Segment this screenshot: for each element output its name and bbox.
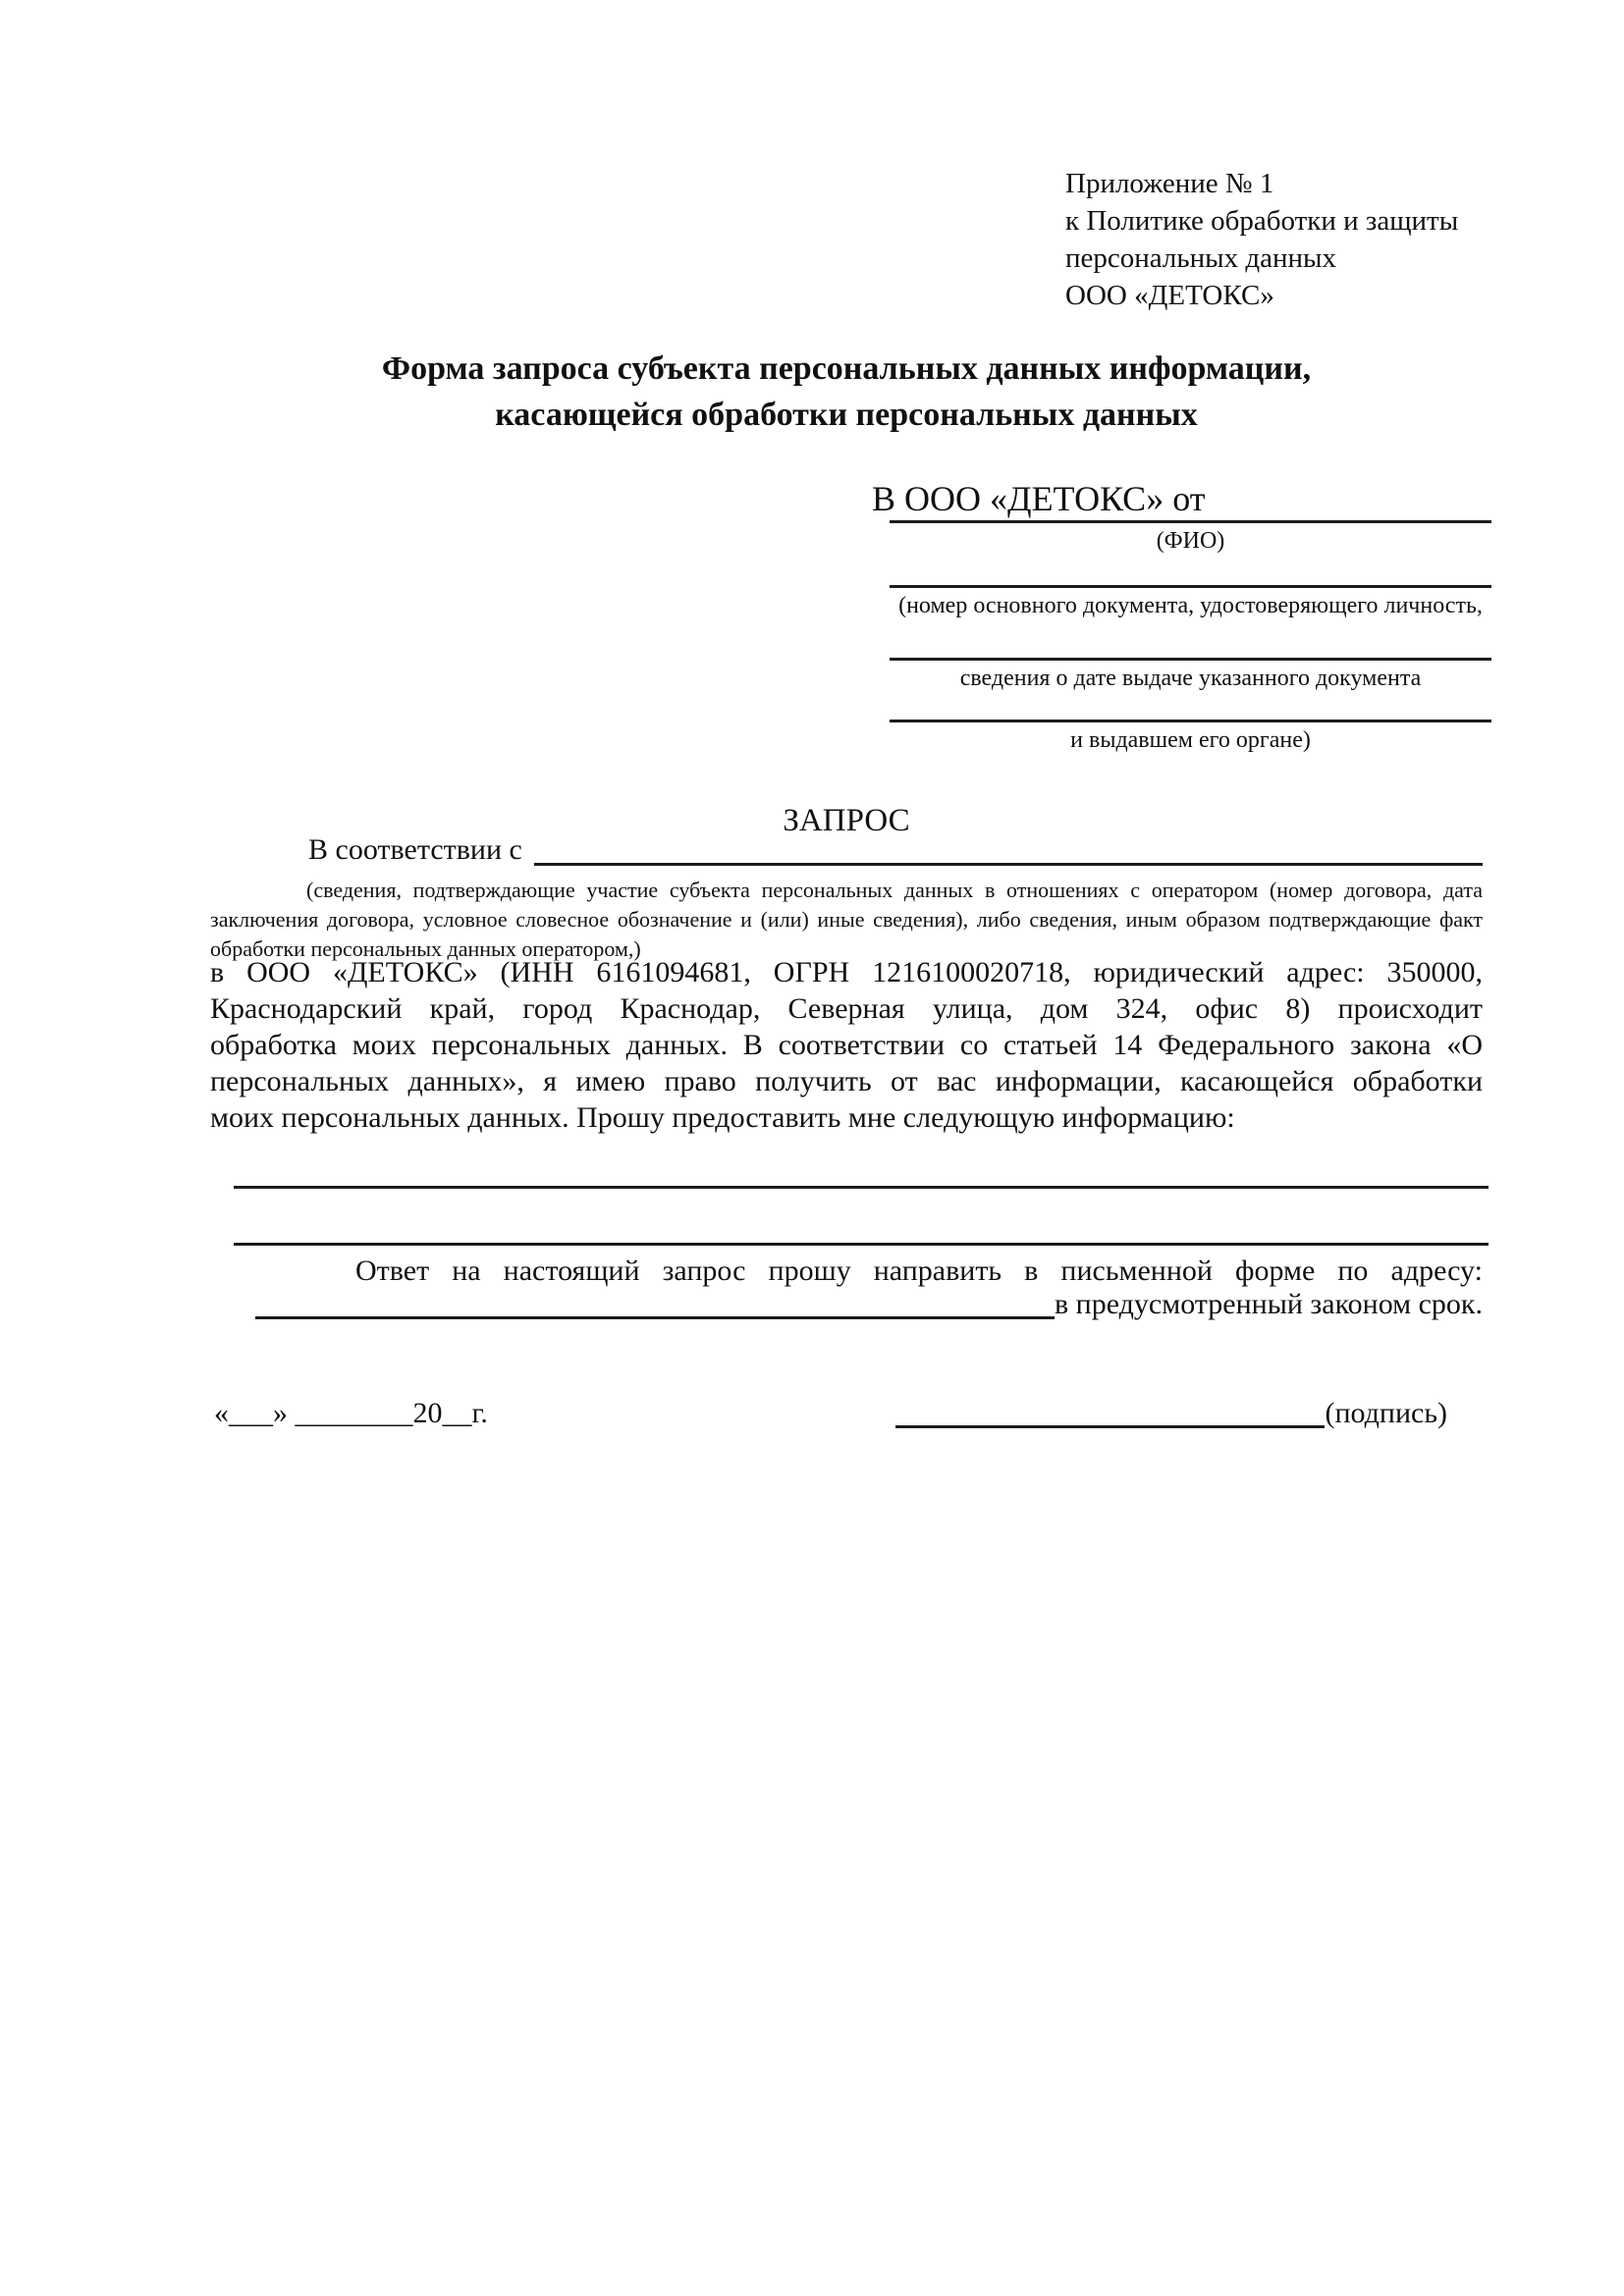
accordance-label: В соответствии с xyxy=(308,833,522,866)
info-blank-line-1 xyxy=(234,1186,1489,1189)
fio-blank-line xyxy=(890,520,1491,523)
document-number-caption: (номер основного документа, удостоверяющего личность, xyxy=(898,593,1483,618)
response-tail-text: в предусмотренный законом срок. xyxy=(1055,1288,1483,1320)
signature-row xyxy=(895,1394,1447,1433)
text-line: персональных данных», я имею право получить от вас информации, касающейся обработки xyxy=(210,1065,1483,1097)
document-title xyxy=(210,346,1483,438)
text-line: обработка моих персональных данных. В соответствии со статьей 14 Федерального закона «О xyxy=(210,1029,1483,1061)
annex-header-line: персональных данных xyxy=(1065,242,1337,274)
addressee-line: В ООО «ДЕТОКС» от xyxy=(872,479,1206,518)
annex-header-line: ООО «ДЕТОКС» xyxy=(1065,280,1274,311)
issuing-authority-blank-line xyxy=(890,720,1491,722)
body-paragraph xyxy=(210,954,1483,1136)
text-line: в ООО «ДЕТОКС» (ИНН 6161094681, ОГРН 1216100020718, юридический адрес: 350000, xyxy=(210,956,1483,988)
text-line: Краснодарский край, город Краснодар, Северная улица, дом 324, офис 8) происходит xyxy=(210,992,1483,1025)
text-line: (сведения, подтверждающие участие субъекта персональных данных в отношениях с оператором (номер договора, дата xyxy=(306,878,1483,902)
issue-date-caption: сведения о дате выдаче указанного документа xyxy=(959,666,1422,691)
signature-caption: (подпись) xyxy=(1325,1397,1447,1429)
info-blank-line-2 xyxy=(234,1243,1489,1246)
issuing-authority-caption: и выдавшем его органе) xyxy=(1070,727,1311,753)
annex-header xyxy=(1065,165,1458,314)
issue-date-blank-line xyxy=(890,658,1491,661)
text-line: заключения договора, условное словесное обозначение и (или) иные сведения), либо сведения, иным образом подтверждающие факт xyxy=(210,907,1483,932)
annex-header-line: Приложение № 1 xyxy=(1065,168,1274,199)
document-number-blank-line xyxy=(890,585,1491,588)
document-title-line: касающейся обработки персональных данных xyxy=(495,397,1198,433)
text-line: обработки персональных данных оператором,) xyxy=(210,936,641,961)
document-title-line: Форма запроса субъекта персональных данных информации, xyxy=(381,350,1312,387)
smallprint-note xyxy=(210,876,1483,964)
text-line: моих персональных данных. Прошу предоставить мне следующую информацию: xyxy=(210,1101,1235,1134)
date-line: «___» ________20__г. xyxy=(214,1397,488,1429)
accordance-blank-line xyxy=(534,830,1483,866)
annex-header-line: к Политике обработки и защиты xyxy=(1065,205,1459,237)
response-request-line: Ответ на настоящий запрос прошу направить в письменной форме по адресу: xyxy=(355,1255,1483,1287)
request-heading: ЗАПРОС xyxy=(783,803,910,838)
accordance-row xyxy=(210,830,1483,870)
fio-caption: (ФИО) xyxy=(1156,528,1225,554)
signature-blank-line xyxy=(895,1394,1325,1428)
response-address-row xyxy=(255,1286,1483,1323)
address-blank-line xyxy=(255,1286,1055,1319)
